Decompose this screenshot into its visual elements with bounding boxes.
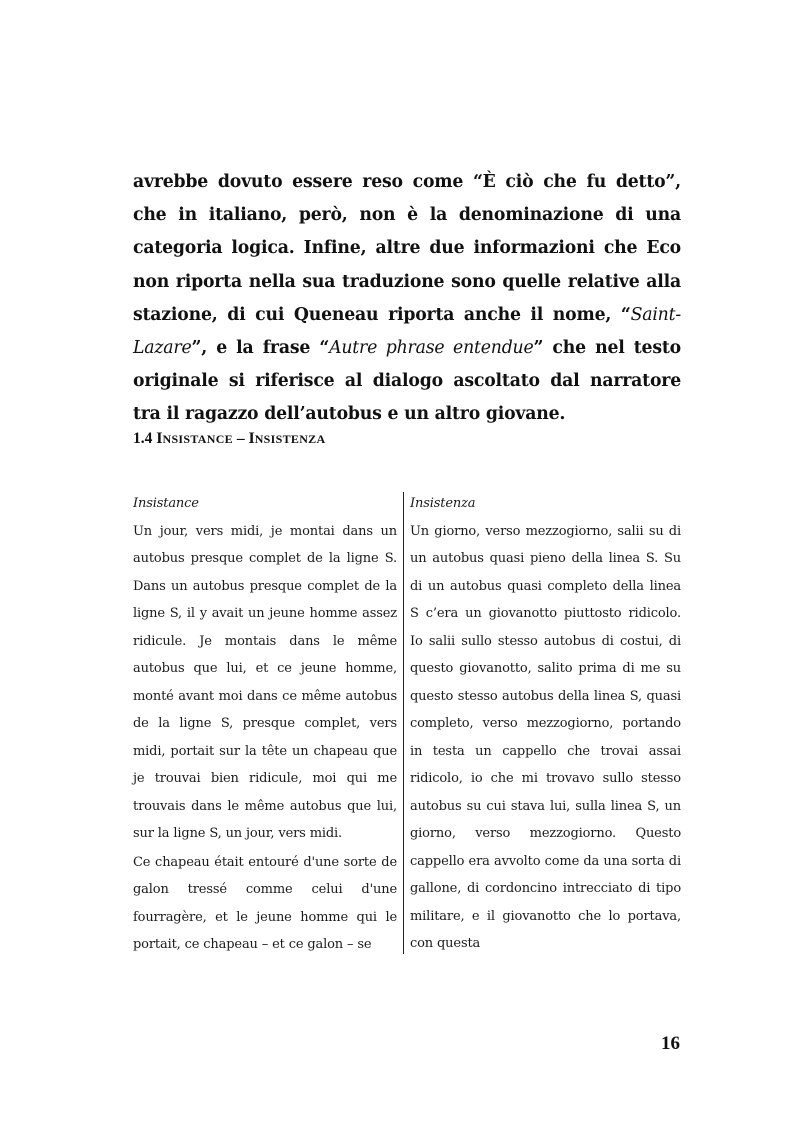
french-paragraph-2: Ce chapeau était entouré d'une sorte de galon tressé comme celui d'une fourragère, et le jeune homme qui le portait, ce chapeau – et ce galon – se bbox=[133, 854, 397, 952]
intro-text bbox=[133, 166, 681, 432]
intro-text-part-2: ”, e la frase “ bbox=[191, 338, 330, 359]
quoted-phrase: Autre phrase entendue bbox=[329, 338, 534, 359]
italian-column-title: Insistenza bbox=[410, 496, 476, 511]
parallel-text-columns bbox=[133, 490, 681, 956]
page-number: 16 bbox=[661, 1033, 680, 1054]
heading-dash: – bbox=[236, 430, 245, 447]
section-heading bbox=[133, 428, 325, 450]
heading-fr-rest: NSISTANCE bbox=[162, 432, 233, 446]
heading-it-rest: NSISTENZA bbox=[254, 432, 326, 446]
heading-it-initial: I bbox=[248, 430, 255, 447]
italian-column bbox=[410, 490, 681, 958]
french-paragraph-1: Un jour, vers midi, je montai dans un autobus presque complet de la ligne S. Dans un autobus presque complet de la ligne S, il y avait un jeune homme assez ridicule. Je montais dans le même autobus que lui, et ce jeune homme, monté avant moi dans ce même autobus de la ligne S, presque complet, vers midi, portait sur la tête un chapeau que je trouvai bien ridicule, moi qui me trouvais dans le même autobus que lui, sur la ligne S, un jour, vers midi. bbox=[133, 523, 397, 841]
section-number: 1.4 bbox=[133, 430, 153, 447]
station-name: Saint-Lazare bbox=[133, 304, 681, 359]
intro-paragraph bbox=[133, 166, 681, 432]
heading-fr-initial: I bbox=[156, 430, 163, 447]
column-divider bbox=[403, 492, 404, 954]
intro-text-part-3: ” che nel testo originale si riferisce al dialogo ascoltato dal narratore tra il ragazzo dell’autobus e un altro giovane. bbox=[133, 338, 681, 425]
french-column bbox=[133, 490, 397, 959]
french-column-title: Insistance bbox=[133, 496, 199, 511]
intro-text-part-1: avrebbe dovuto essere reso come “È ciò che fu detto”, che in italiano, però, non è la denominazione di una categoria logica. Infine, altre due informazioni che Eco non riporta nella sua traduzione sono quelle relative alla stazione, di cui Queneau riporta anche il nome, “ bbox=[133, 172, 681, 325]
italian-paragraph-1: Un giorno, verso mezzogiorno, salii su di un autobus quasi pieno della linea S. Su di un autobus quasi completo della linea S c’era un giovanotto piuttosto ridicolo. Io salii sullo stesso autobus di costui, di questo giovanotto, salito prima di me su questo stesso autobus della linea S, quasi completo, verso mezzogiorno, portando in testa un cappello che trovai assai ridicolo, io che mi trovavo sullo stesso autobus su cui stava lui, sulla linea S, un giorno, verso mezzogiorno. Questo cappello era avvolto come da una sorta di gallone, di cordoncino intrecciato di tipo militare, e il giovanotto che lo portava, con questa bbox=[410, 523, 681, 951]
